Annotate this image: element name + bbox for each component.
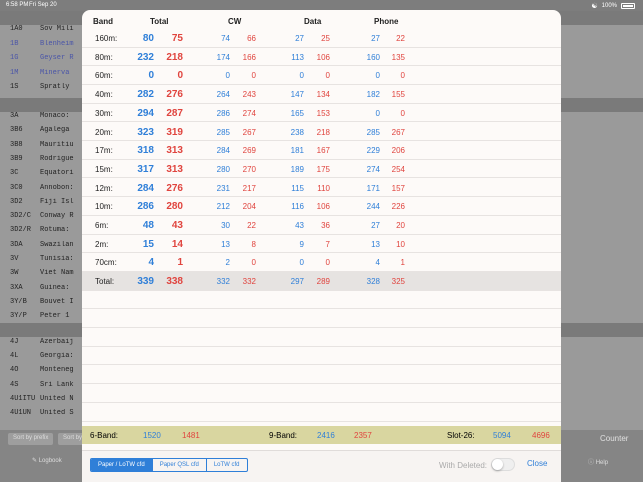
phone-worked: 155 — [391, 90, 405, 100]
segment-lotw[interactable]: LoTW cfd — [206, 459, 247, 472]
phone-worked: 254 — [391, 164, 405, 174]
phone-worked: 325 — [391, 277, 405, 287]
data-worked: 153 — [316, 108, 330, 118]
list-item[interactable] — [10, 338, 82, 352]
phone-worked: 1 — [400, 258, 405, 268]
list-item-name: Tunisia: — [40, 255, 74, 263]
list-item[interactable] — [10, 83, 82, 97]
cw-worked: 269 — [242, 146, 256, 156]
six-band-label: 6-Band: — [90, 431, 119, 440]
total-worked: 75 — [171, 33, 183, 44]
band-label: 80m: — [95, 52, 113, 62]
list-item[interactable] — [10, 69, 82, 83]
cw-worked: 0 — [251, 258, 256, 268]
list-item-name: Sri Lank — [40, 380, 74, 389]
list-item-name: Spratly — [40, 83, 70, 91]
list-item-name: Swazilan — [40, 240, 74, 249]
header-total: Total — [150, 17, 169, 26]
list-item-name: Monaco: — [40, 112, 70, 120]
total-row — [82, 272, 561, 291]
band-row — [82, 85, 561, 104]
data-worked: 106 — [316, 52, 330, 62]
cw-worked: 166 — [242, 52, 256, 62]
total-confirmed: 286 — [137, 201, 154, 213]
data-worked: 106 — [316, 202, 330, 212]
list-item-name: Georgia: — [40, 352, 74, 361]
list-item-prefix: 3DA — [10, 240, 23, 249]
empty-row — [82, 310, 561, 329]
empty-row — [82, 328, 561, 347]
list-item-prefix: 3C0 — [10, 183, 23, 192]
total-worked: 1 — [177, 257, 183, 269]
list-item-prefix: 3D2/R — [10, 226, 32, 235]
list-item-prefix: 3V — [10, 255, 19, 263]
segment-paper-lotw[interactable]: Paper / LoTW cfd — [91, 459, 152, 472]
list-item-prefix: 4J — [10, 338, 19, 346]
data-confirmed: 181 — [290, 146, 304, 156]
data-confirmed: 43 — [295, 221, 304, 230]
list-item-name: Conway R — [40, 212, 74, 221]
cw-confirmed: 280 — [216, 164, 230, 174]
battery-icon — [621, 3, 635, 9]
list-item[interactable] — [10, 184, 82, 198]
list-item[interactable] — [10, 126, 82, 140]
nine-band-worked: 2357 — [354, 431, 372, 440]
close-button[interactable]: Close — [527, 459, 548, 468]
list-item-prefix: 3D2 — [10, 197, 23, 206]
phone-confirmed: 182 — [366, 90, 380, 100]
band-row — [82, 48, 561, 67]
cw-confirmed: 212 — [216, 202, 230, 212]
empty-row — [82, 384, 561, 403]
tab-logbook[interactable] — [32, 457, 62, 464]
data-worked: 0 — [325, 258, 330, 268]
band-label: 30m: — [95, 108, 113, 118]
total-confirmed: 339 — [137, 276, 154, 288]
band-label: 17m: — [95, 146, 113, 156]
data-worked: 110 — [317, 183, 330, 193]
data-confirmed: 147 — [290, 90, 304, 100]
list-item-name: Azerbaij — [40, 338, 74, 346]
total-worked: 43 — [171, 220, 183, 231]
band-row — [82, 66, 561, 85]
data-confirmed: 9 — [299, 239, 304, 249]
header-cw: CW — [228, 17, 242, 26]
modal-toolbar — [82, 450, 561, 482]
band-label: 6m: — [95, 221, 109, 230]
total-confirmed: 4 — [148, 257, 154, 269]
list-item-prefix: 4U1ITU — [10, 394, 36, 403]
list-item-prefix: 3Y/B — [10, 297, 27, 306]
band-row — [82, 253, 561, 272]
list-item-prefix: 4O — [10, 366, 19, 375]
list-item-prefix: 4S — [10, 380, 19, 389]
data-confirmed: 238 — [290, 127, 304, 137]
total-worked: 280 — [166, 201, 183, 213]
band-row — [82, 179, 561, 198]
empty-row — [82, 403, 561, 422]
cw-confirmed: 285 — [216, 127, 230, 137]
list-item-name: Equatori — [40, 169, 74, 178]
cw-worked: 270 — [242, 164, 256, 174]
cw-worked: 22 — [247, 221, 256, 230]
total-worked: 313 — [166, 145, 183, 157]
total-worked: 276 — [166, 182, 183, 194]
list-item-name: Monteneg — [40, 366, 74, 375]
list-item[interactable] — [10, 366, 82, 380]
list-item[interactable] — [10, 155, 82, 169]
data-confirmed: 0 — [299, 71, 304, 81]
band-label: 2m: — [95, 239, 109, 249]
cw-worked: 243 — [242, 90, 256, 100]
list-item[interactable] — [10, 255, 82, 269]
phone-confirmed: 244 — [366, 202, 380, 212]
cw-confirmed: 0 — [225, 71, 230, 81]
list-item[interactable] — [10, 352, 82, 366]
list-item-name: Rotuma: — [40, 226, 70, 235]
data-worked: 218 — [316, 127, 330, 137]
list-item-prefix: 1G — [10, 54, 19, 62]
cw-confirmed: 264 — [216, 90, 230, 100]
list-item-prefix: 4U1UN — [10, 409, 32, 417]
band-row — [82, 104, 561, 123]
phone-confirmed: 4 — [375, 258, 380, 268]
list-item-name: United S — [40, 409, 74, 417]
phone-worked: 226 — [391, 202, 405, 212]
list-item-name: Bouvet I — [40, 297, 74, 306]
cw-worked: 267 — [242, 127, 256, 137]
list-item[interactable] — [10, 312, 82, 326]
band-label: 10m: — [95, 202, 113, 212]
list-item-prefix: 3Y/P — [10, 312, 27, 321]
total-confirmed: 317 — [137, 163, 154, 175]
total-worked: 319 — [166, 126, 183, 138]
slot-confirmed: 5094 — [493, 431, 511, 440]
data-confirmed: 115 — [291, 183, 304, 193]
phone-worked: 10 — [396, 239, 405, 249]
phone-confirmed: 0 — [375, 108, 380, 118]
list-item[interactable] — [10, 212, 82, 226]
cw-worked: 274 — [242, 108, 256, 118]
cw-worked: 204 — [242, 202, 256, 212]
cw-confirmed: 231 — [216, 183, 230, 193]
cw-confirmed: 13 — [221, 239, 230, 249]
total-confirmed: 0 — [148, 70, 154, 82]
band-row — [82, 235, 561, 254]
total-worked: 14 — [171, 238, 183, 250]
total-confirmed: 80 — [142, 33, 154, 44]
list-item-name: Peter 1 — [40, 312, 70, 321]
empty-row — [82, 347, 561, 366]
cw-worked: 217 — [242, 183, 256, 193]
total-confirmed: 284 — [137, 182, 154, 194]
list-item[interactable] — [10, 226, 82, 240]
header-band: Band — [93, 17, 113, 26]
total-confirmed: 232 — [137, 51, 154, 63]
cw-worked: 0 — [251, 71, 256, 81]
data-confirmed: 189 — [290, 164, 304, 174]
list-item[interactable] — [10, 25, 82, 39]
phone-worked: 0 — [400, 108, 405, 118]
list-item[interactable] — [10, 112, 82, 126]
list-item-name: Rodrigue — [40, 154, 74, 163]
total-worked: 338 — [166, 276, 183, 288]
phone-confirmed: 274 — [366, 164, 380, 174]
total-worked: 287 — [166, 107, 183, 119]
phone-confirmed: 0 — [375, 71, 380, 81]
header-phone: Phone — [374, 17, 399, 26]
band-label: 12m: — [95, 183, 113, 193]
list-item-name: United N — [40, 394, 74, 403]
total-confirmed: 323 — [137, 126, 154, 138]
data-worked: 0 — [325, 71, 330, 81]
battery-percent: 100% — [601, 3, 617, 9]
band-label: 15m: — [95, 164, 113, 174]
phone-worked: 267 — [391, 127, 405, 137]
band-label: 160m: — [95, 34, 118, 43]
list-item[interactable] — [10, 395, 82, 409]
list-item-prefix: 3A — [10, 112, 19, 120]
total-confirmed: 48 — [142, 220, 154, 231]
slot-label: Slot-26: — [447, 431, 475, 440]
band-label: Total: — [95, 277, 115, 287]
phone-confirmed: 13 — [371, 239, 380, 249]
cw-confirmed: 332 — [216, 277, 230, 287]
nine-band-confirmed: 2416 — [317, 431, 335, 440]
data-worked: 134 — [316, 90, 330, 100]
phone-worked: 206 — [391, 146, 405, 156]
phone-confirmed: 27 — [371, 221, 380, 230]
list-item-name: Annobon: — [40, 183, 74, 192]
band-row — [82, 123, 561, 142]
list-item-prefix: 3C — [10, 169, 19, 178]
cw-confirmed: 74 — [221, 34, 230, 43]
data-worked: 175 — [316, 164, 330, 174]
total-confirmed: 294 — [137, 107, 154, 119]
pencil-icon: ✎ — [32, 458, 38, 464]
sort-prefix-button[interactable]: Sort by prefix — [8, 433, 53, 445]
header-data: Data — [304, 17, 322, 26]
list-item-prefix: 3B9 — [10, 154, 23, 163]
band-label: 70cm: — [95, 258, 117, 268]
cw-confirmed: 284 — [216, 146, 230, 156]
nine-band-label: 9-Band: — [269, 431, 298, 440]
data-confirmed: 165 — [290, 108, 304, 118]
band-statistics-modal — [82, 10, 561, 482]
data-confirmed: 27 — [295, 34, 304, 43]
list-item-prefix: 3B8 — [10, 140, 23, 149]
list-item-name: Viet Nam — [40, 269, 74, 278]
total-worked: 0 — [177, 70, 183, 82]
total-confirmed: 318 — [137, 145, 154, 157]
cw-confirmed: 2 — [225, 258, 230, 268]
tab-help[interactable] — [588, 457, 608, 466]
list-item[interactable] — [10, 198, 82, 212]
tab-logbook-label: Logbook — [38, 458, 62, 464]
summary-bar — [82, 426, 561, 444]
data-worked: 36 — [321, 221, 330, 230]
cw-worked: 8 — [251, 239, 256, 249]
list-item[interactable] — [10, 141, 82, 155]
list-item[interactable] — [10, 40, 82, 54]
list-item-name: Sov Mili — [40, 25, 74, 33]
phone-confirmed: 328 — [366, 277, 380, 287]
data-worked: 7 — [325, 239, 330, 249]
with-deleted-toggle[interactable] — [491, 458, 515, 471]
sort-button[interactable]: Sort by — [58, 433, 87, 445]
data-worked: 289 — [316, 277, 330, 287]
cw-worked: 332 — [242, 277, 256, 287]
phone-worked: 20 — [396, 221, 405, 230]
with-deleted-label: With Deleted: — [439, 461, 488, 470]
wifi-icon: ☯ — [591, 3, 598, 10]
list-item-name: Mauritiu — [40, 140, 74, 149]
status-date: Fri Sep 20 — [29, 2, 57, 8]
data-confirmed: 0 — [299, 258, 304, 268]
list-item[interactable] — [10, 381, 82, 395]
list-item-name: Agalega — [40, 126, 70, 135]
phone-confirmed: 160 — [366, 52, 380, 62]
phone-worked: 22 — [396, 34, 405, 43]
list-item-prefix: 1B — [10, 39, 19, 48]
phone-worked: 135 — [391, 52, 405, 62]
band-row — [82, 29, 561, 48]
phone-confirmed: 285 — [366, 127, 380, 137]
total-confirmed: 15 — [142, 238, 154, 250]
list-item-prefix: 3W — [10, 269, 19, 278]
list-item[interactable] — [10, 298, 82, 312]
cw-confirmed: 30 — [221, 221, 230, 230]
list-item-name: Minerva — [40, 68, 70, 77]
band-label: 40m: — [95, 90, 113, 100]
band-label: 20m: — [95, 127, 113, 137]
list-item[interactable] — [10, 169, 82, 183]
list-item-prefix: 3XA — [10, 283, 23, 292]
list-item-prefix: 1A0 — [10, 25, 23, 33]
cw-worked: 66 — [247, 34, 256, 43]
band-row — [82, 160, 561, 179]
six-band-confirmed: 1520 — [143, 431, 161, 440]
total-worked: 276 — [166, 89, 183, 101]
data-worked: 167 — [316, 146, 330, 156]
list-item-name: Fiji Isl — [40, 197, 74, 206]
phone-confirmed: 171 — [366, 183, 380, 193]
total-confirmed: 282 — [137, 89, 154, 101]
slot-worked: 4696 — [532, 431, 550, 440]
list-item[interactable] — [10, 269, 82, 283]
cw-confirmed: 174 — [216, 52, 230, 62]
list-item[interactable] — [10, 241, 82, 255]
band-row — [82, 197, 561, 216]
confirmation-type-segmented-control[interactable] — [90, 458, 248, 472]
band-label: 60m: — [95, 71, 113, 81]
list-item-name: Blenheim — [40, 39, 74, 48]
list-item-prefix: 4L — [10, 352, 19, 361]
counter-label[interactable]: Counter — [600, 434, 629, 443]
phone-worked: 157 — [391, 183, 405, 193]
empty-row — [82, 291, 561, 310]
list-item-name: Guinea: — [40, 283, 70, 292]
help-icon: ⓘ — [588, 460, 595, 466]
data-confirmed: 297 — [290, 277, 304, 287]
band-row — [82, 141, 561, 160]
total-worked: 313 — [166, 163, 183, 175]
list-item-name: Geyser R — [40, 54, 74, 62]
status-time: 6:58 PM — [6, 2, 29, 8]
empty-row — [82, 366, 561, 385]
data-confirmed: 116 — [291, 202, 304, 212]
data-worked: 25 — [321, 34, 330, 43]
list-item-prefix: 1M — [10, 68, 19, 77]
list-item-prefix: 3D2/C — [10, 212, 32, 221]
phone-confirmed: 27 — [371, 34, 380, 43]
data-confirmed: 113 — [291, 52, 304, 62]
phone-worked: 0 — [400, 71, 405, 81]
total-worked: 218 — [166, 51, 183, 63]
cw-confirmed: 286 — [216, 108, 230, 118]
segment-paper-qsl[interactable]: Paper QSL cfd — [152, 459, 206, 472]
six-band-worked: 1481 — [182, 431, 200, 440]
band-row — [82, 216, 561, 235]
phone-confirmed: 229 — [366, 146, 380, 156]
list-item[interactable] — [10, 409, 82, 423]
list-item-prefix: 3B6 — [10, 126, 23, 135]
tab-help-label: Help — [595, 460, 609, 466]
list-item[interactable] — [10, 284, 82, 298]
list-item[interactable] — [10, 54, 82, 68]
list-item-prefix: 1S — [10, 83, 19, 91]
